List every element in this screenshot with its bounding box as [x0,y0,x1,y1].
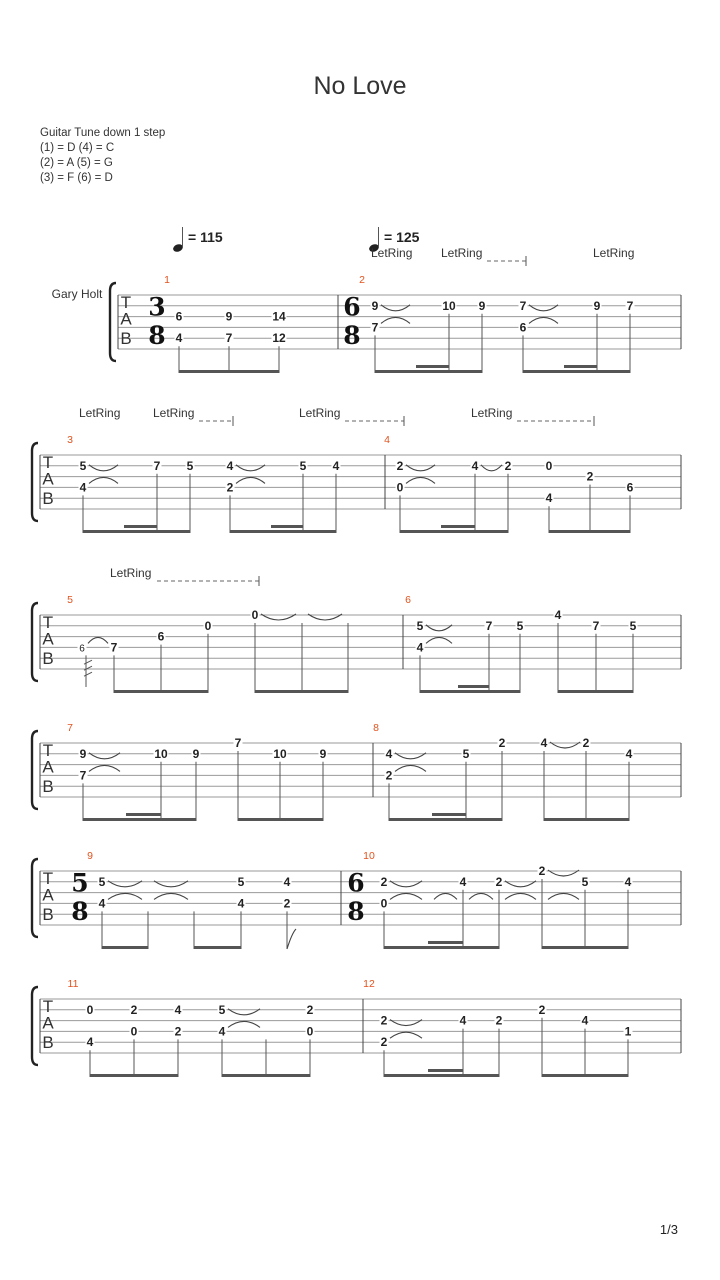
fret-number: 4 [332,458,340,473]
tab-letter-a: A [42,469,54,489]
fret-number: 4 [237,896,245,911]
fret-number: 2 [226,480,234,495]
fret-number: 2 [495,1013,503,1028]
fret-number: 4 [98,896,106,911]
tab-letter-a: A [42,885,54,905]
tab-letter-b: B [42,489,54,509]
tie-curve [406,477,435,483]
fret-number: 7 [225,331,233,346]
fret-number: 9 [225,309,233,324]
tie-curve [548,893,579,899]
measure-number: 2 [359,274,365,286]
fret-number: 10 [273,746,287,761]
system-bracket [32,987,38,1065]
fret-number: 4 [625,746,633,761]
fret-number: 7 [153,458,161,473]
tab-letter-b: B [42,649,54,669]
let-ring-label: LetRing [441,246,483,260]
measure-number: 12 [363,978,375,990]
tie-curve [88,637,108,643]
tie-curve [108,893,142,899]
tie-curve [89,765,120,771]
fret-number: 5 [98,874,106,889]
note-flag [287,929,296,949]
fret-number: 5 [462,746,470,761]
fret-number: 2 [504,458,512,473]
tab-letter-t: T [42,997,54,1016]
tie-curve [505,893,536,899]
fret-number: 2 [396,458,404,473]
tie-curve [154,893,188,899]
tab-letter-t: T [42,869,54,888]
fret-number: 10 [154,746,168,761]
tuning-line: (3) = F (6) = D [40,172,113,184]
tie-curve [426,637,452,643]
let-ring-label: LetRing [593,246,635,260]
page-number: 1/3 [659,1222,678,1237]
fret-number: 7 [519,298,527,313]
fret-number: 7 [592,618,600,633]
tie-curve [228,1021,260,1027]
time-signature-denominator: 8 [148,321,166,351]
time-signature-denominator: 8 [343,321,361,351]
tie-curve [381,317,410,323]
time-signature-denominator: 8 [347,897,365,927]
fret-number: 2 [380,1035,388,1050]
fret-number: 2 [283,896,291,911]
fret-number: 5 [629,618,637,633]
fret-number: 7 [79,768,87,783]
fret-number: 0 [86,1002,94,1017]
time-signature-numerator: 3 [148,292,166,322]
measure-number: 5 [67,594,73,606]
fret-number: 4 [283,874,291,889]
fret-number: 4 [86,1035,94,1050]
fret-number: 1 [624,1024,632,1039]
measure-number: 9 [87,850,93,862]
fret-number: 0 [251,608,259,622]
let-ring-label: LetRing [110,566,152,580]
fret-number: 4 [540,736,548,750]
tab-letter-b: B [120,329,132,349]
fret-number: 10 [442,298,456,313]
fret-number: 14 [272,309,286,324]
fret-number: 4 [226,458,234,473]
fret-number: 0 [204,618,212,633]
tab-system [32,443,681,521]
let-ring-label: LetRing [79,406,121,420]
tie-curve [390,893,422,899]
fret-number: 4 [554,608,562,622]
fret-number: 7 [110,640,118,655]
fret-number: 6 [175,309,183,324]
fret-number: 7 [485,618,493,633]
tuning-header: Guitar Tune down 1 step [40,127,166,139]
fret-number: 2 [538,864,546,878]
fret-number: 9 [478,298,486,313]
system-bracket [32,731,38,809]
fret-number: 6 [157,629,165,644]
tie-curve [390,1032,422,1038]
fret-number: 4 [581,1013,589,1028]
time-signature-numerator: 6 [347,868,365,898]
fret-number: 4 [175,331,183,346]
system-bracket [32,603,38,681]
fret-number: 4 [385,746,393,761]
time-signature-numerator: 5 [71,868,89,898]
fret-number: 2 [582,736,590,750]
tremolo-stroke [84,666,92,670]
time-signature-denominator: 8 [71,897,89,927]
let-ring-label: LetRing [371,246,413,260]
tuning-line: (2) = A (5) = G [40,157,113,169]
fret-number: 5 [79,458,87,473]
song-title: No Love [313,72,407,100]
fret-number: 12 [272,331,286,346]
let-ring-label: LetRing [299,406,341,420]
tempo-mark: = 115 [188,229,223,245]
fret-number: 4 [624,874,632,889]
tab-letter-a: A [42,629,54,649]
fret-number: 0 [380,896,388,911]
tie-curve [434,893,457,899]
fret-number: 2 [586,469,594,484]
tuning-line: (1) = D (4) = C [40,142,115,154]
measure-number: 7 [67,722,73,734]
fret-number: 2 [495,874,503,889]
tie-curve [529,317,558,323]
fret-number: 0 [545,458,553,473]
fret-number: 6 [626,480,634,495]
measure-number: 3 [67,434,73,446]
tab-letter-b: B [42,905,54,925]
time-signature-numerator: 6 [343,292,361,322]
fret-number: 6 [79,643,85,655]
fret-number: 9 [79,746,87,761]
tab-letter-a: A [42,1013,54,1033]
measure-number: 1 [164,274,170,286]
fret-number: 4 [545,491,553,506]
fret-number: 9 [371,298,379,313]
fret-number: 2 [306,1002,314,1017]
tab-system [32,603,681,681]
fret-number: 5 [516,618,524,633]
measure-number: 11 [67,978,79,990]
measure-number: 8 [373,722,379,734]
fret-number: 5 [581,874,589,889]
tie-curve [469,893,493,899]
fret-number: 4 [218,1024,226,1039]
fret-number: 9 [192,746,200,761]
fret-number: 4 [174,1002,182,1017]
fret-number: 2 [538,1002,546,1017]
tab-letter-t: T [120,293,132,312]
fret-number: 2 [130,1002,138,1017]
fret-number: 4 [459,1013,467,1028]
fret-number: 0 [396,480,404,495]
measure-number: 4 [384,434,390,446]
fret-number: 5 [186,458,194,473]
fret-number: 0 [306,1024,314,1039]
fret-number: 2 [380,1013,388,1028]
fret-number: 2 [385,768,393,783]
fret-number: 5 [299,458,307,473]
fret-number: 4 [459,874,467,889]
tab-letter-t: T [42,613,54,632]
tempo-mark: = 125 [384,229,420,245]
fret-number: 0 [130,1024,138,1039]
fret-number: 2 [380,874,388,889]
fret-number: 4 [471,458,479,473]
fret-number: 5 [416,618,424,633]
fret-number: 2 [498,736,506,750]
let-ring-label: LetRing [153,406,195,420]
fret-number: 7 [234,736,242,750]
fret-number: 9 [593,298,601,313]
fret-number: 5 [237,874,245,889]
fret-number: 5 [218,1002,226,1017]
fret-number: 9 [319,746,327,761]
instrument-name: Gary Holt [51,287,103,301]
let-ring-label: LetRing [471,406,513,420]
tab-letter-t: T [42,741,54,760]
tie-curve [236,477,265,483]
system-bracket [110,283,116,361]
fret-number: 4 [79,480,87,495]
tab-letter-a: A [42,757,54,777]
measure-number: 10 [363,850,375,862]
tie-curve [89,477,118,483]
system-bracket [32,443,38,521]
tremolo-stroke [84,660,92,664]
system-bracket [32,859,38,937]
tab-letter-b: B [42,1033,54,1053]
tab-letter-t: T [42,453,54,472]
tab-letter-a: A [120,309,132,329]
fret-number: 4 [416,640,424,655]
fret-number: 7 [371,320,379,335]
tie-curve [395,765,426,771]
tab-letter-b: B [42,777,54,797]
fret-number: 6 [519,320,527,335]
fret-number: 7 [626,298,634,313]
measure-number: 6 [405,594,411,606]
fret-number: 2 [174,1024,182,1039]
tab-system [110,283,681,361]
tremolo-stroke [84,672,92,676]
